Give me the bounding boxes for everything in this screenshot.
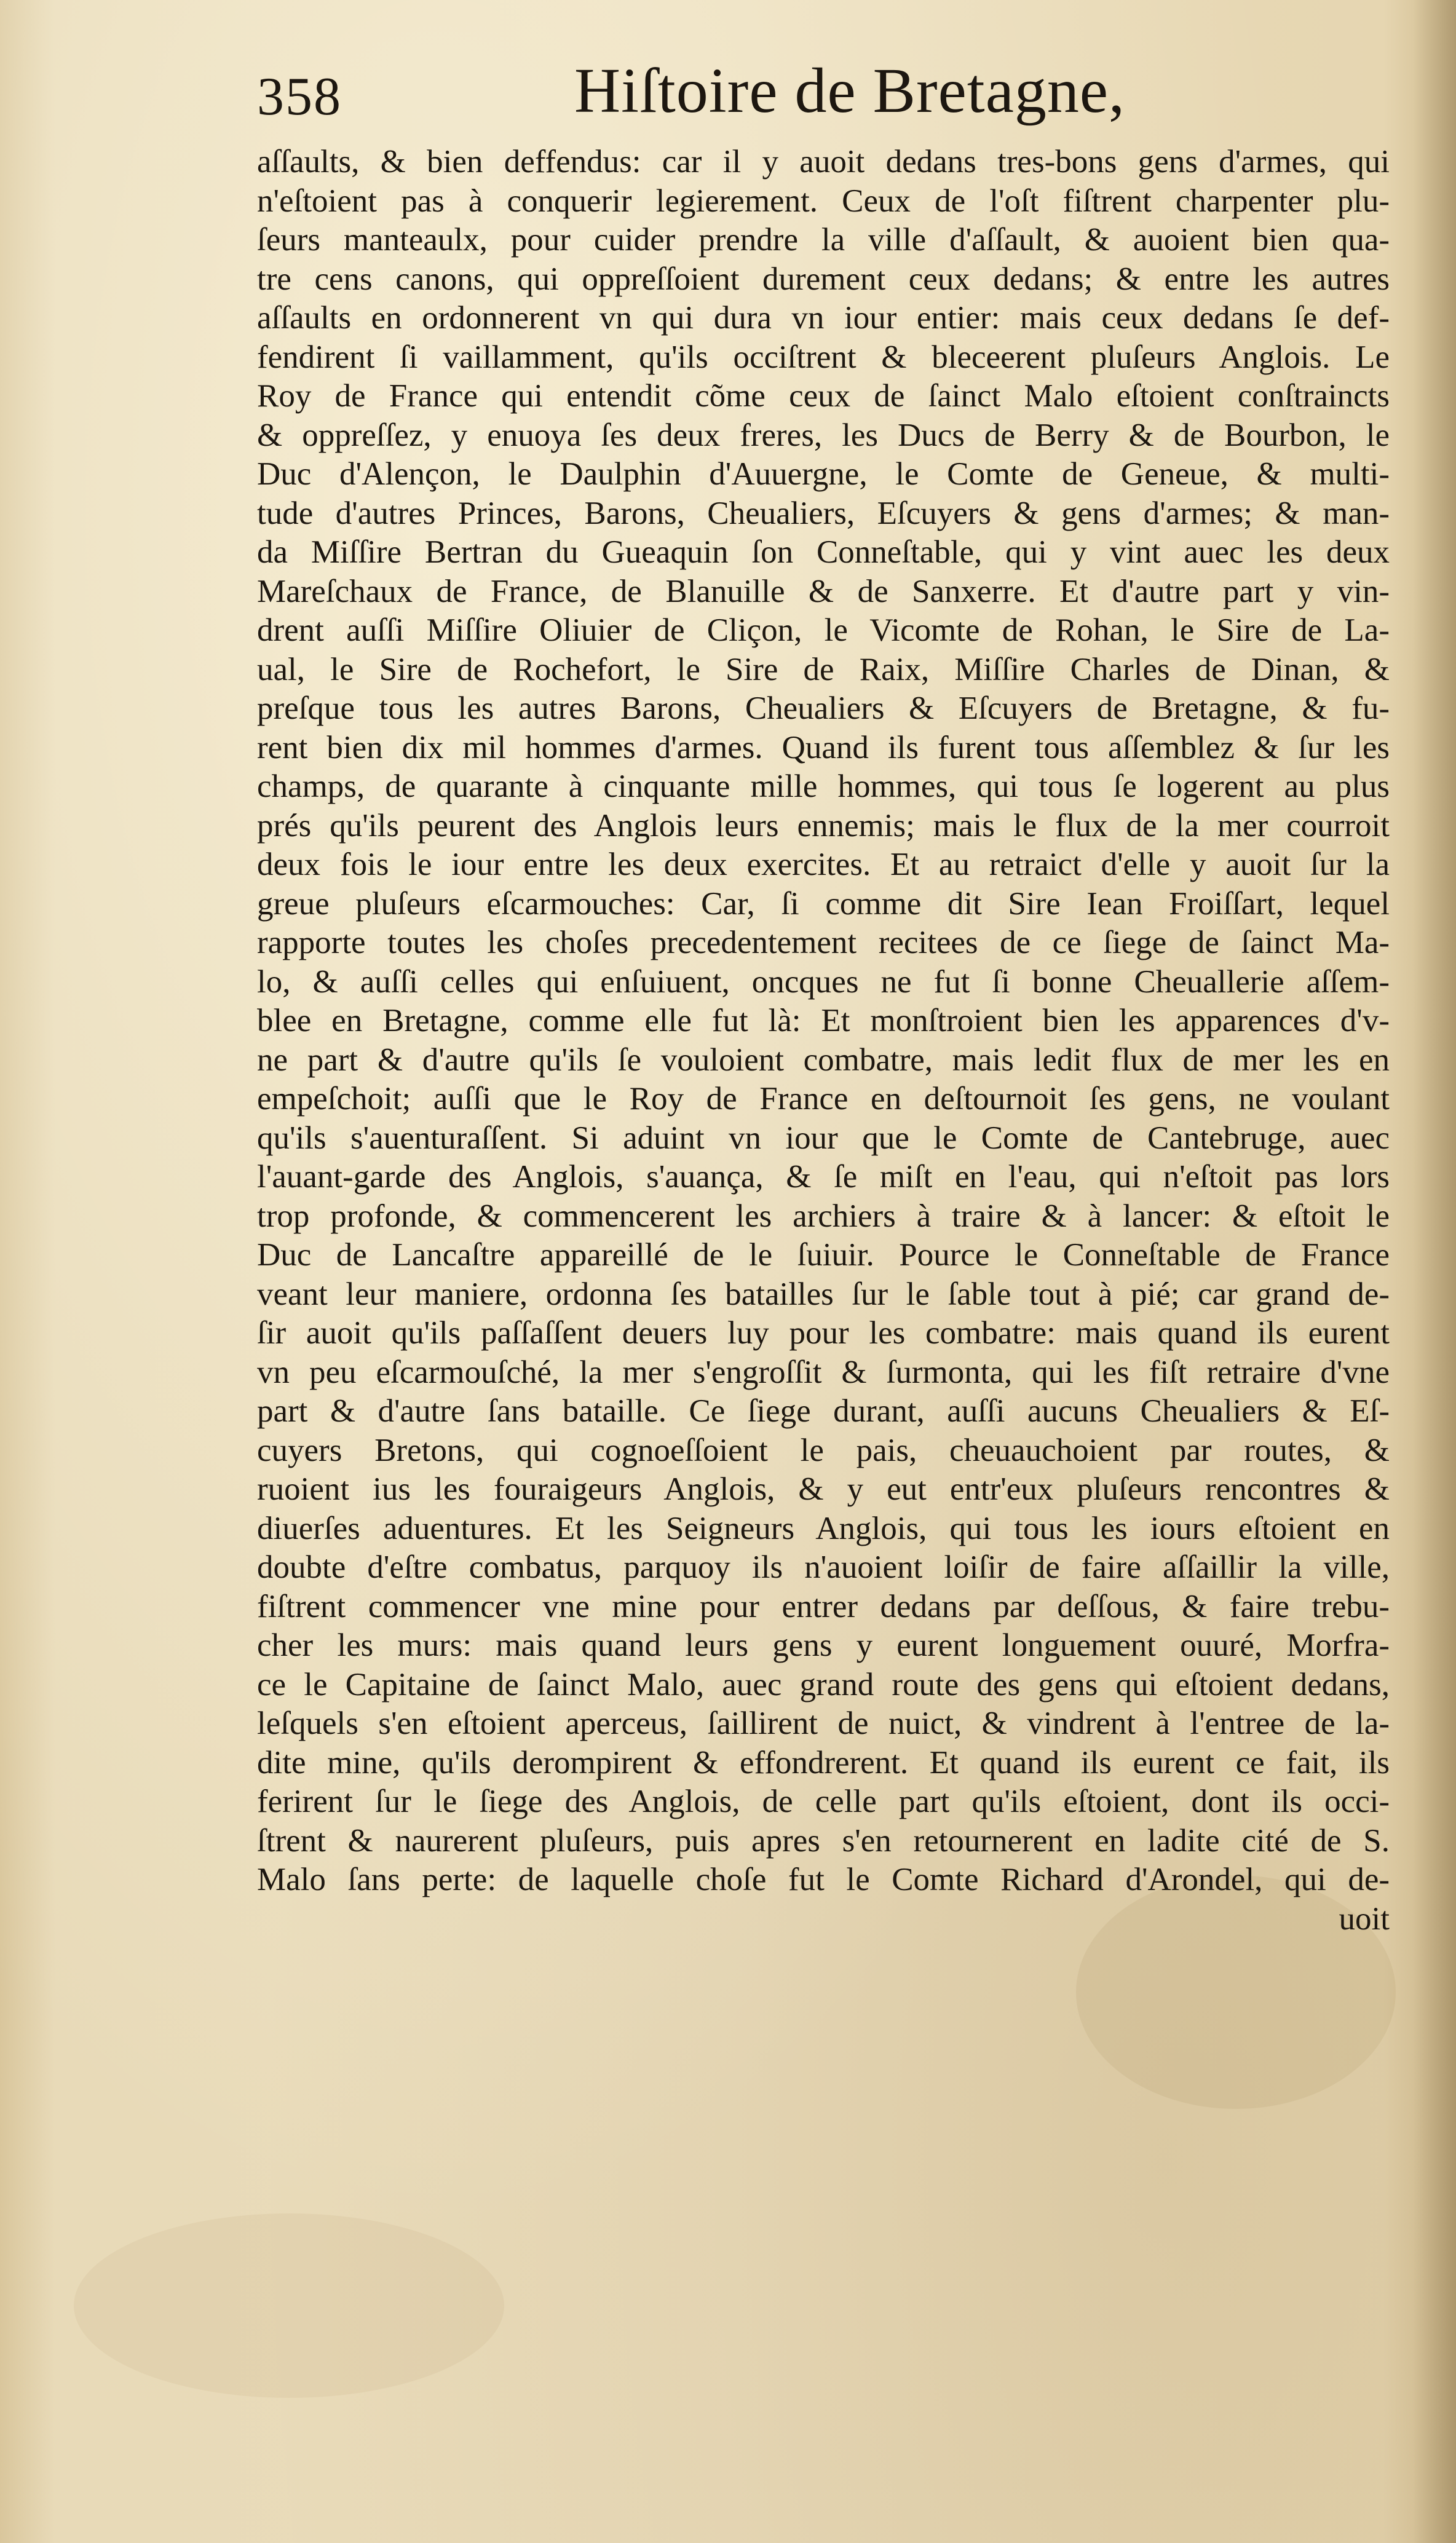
text-line: rapporte toutes les choſes precedentement recitees de ce ſiege de ſainct Ma- <box>257 925 1390 960</box>
text-line: & oppreſſez, y enuoya ſes deux freres, les Ducs de Berry & de Bourbon, le <box>257 417 1390 453</box>
text-line: Duc d'Alençon, le Daulphin d'Auuergne, le Comte de Geneue, & multi- <box>257 456 1390 492</box>
text-line: ſir auoit qu'ils paſſaſſent deuers luy pour les combatre: mais quand ils eurent <box>257 1315 1390 1351</box>
text-line: ual, le Sire de Rochefort, le Sire de Raix, Miſſire Charles de Dinan, & <box>257 651 1390 687</box>
text-line: fendirent ſi vaillamment, qu'ils occiſtrent & bleceerent pluſeurs Anglois. Le <box>257 339 1390 375</box>
text-line: cher les murs: mais quand leurs gens y eurent longuement ouuré, Morfra- <box>257 1627 1390 1663</box>
text-line: leſquels s'en eſtoient aperceus, ſaillirent de nuict, & vindrent à l'entree de la- <box>257 1706 1390 1741</box>
text-line: deux fois le iour entre les deux exercites. Et au retraict d'elle y auoit ſur la <box>257 847 1390 882</box>
text-line: preſque tous les autres Barons, Cheualiers & Eſcuyers de Bretagne, & fu- <box>257 690 1390 726</box>
text-line: ſeurs manteaulx, pour cuider prendre la ville d'aſſault, & auoient bien qua- <box>257 222 1390 258</box>
text-line: ce le Capitaine de ſainct Malo, auec grand route des gens qui eſtoient dedans, <box>257 1666 1390 1703</box>
text-line: doubte d'eſtre combatus, parquoy ils n'auoient loiſir de faire aſſaillir la ville, <box>257 1549 1390 1585</box>
text-line: ferirent ſur le ſiege des Anglois, de celle part qu'ils eſtoient, dont ils occi- <box>257 1784 1390 1819</box>
running-title: Hiſtoire de Bretagne, <box>574 55 1126 126</box>
text-line: blee en Bretagne, comme elle fut là: Et monſtroient bien les apparences d'v- <box>257 1003 1390 1038</box>
text-line: veant leur maniere, ordonna ſes batailles ſur le ſable tout à pié; car grand de- <box>257 1276 1390 1312</box>
text-line: part & d'autre ſans bataille. Ce ſiege durant, auſſi aucuns Cheualiers & Eſ- <box>257 1393 1390 1429</box>
text-line: vn peu eſcarmouſché, la mer s'engroſſit & ſurmonta, qui les fiſt retraire d'vne <box>257 1354 1390 1390</box>
text-line: Malo ſans perte: de laquelle choſe fut le Comte Richard d'Arondel, qui de- <box>257 1862 1390 1897</box>
text-line: empeſchoit; auſſi que le Roy de France en deſtournoit ſes gens, ne voulant <box>257 1081 1390 1117</box>
text-line: lo, & auſſi celles qui enſuiuent, oncques ne fut ſi bonne Cheuallerie aſſem- <box>257 963 1390 1000</box>
text-line: drent auſſi Miſſire Oliuier de Cliçon, le Vicomte de Rohan, le Sire de La- <box>257 612 1390 648</box>
text-line: rent bien dix mil hommes d'armes. Quand ils furent tous aſſemblez & ſur les <box>257 729 1390 765</box>
text-line: Mareſchaux de France, de Blanuille & de Sanxerre. Et d'autre part y vin- <box>257 573 1390 609</box>
text-line: diuerſes aduentures. Et les Seigneurs Anglois, qui tous les iours eſtoient en <box>257 1510 1390 1546</box>
text-line: da Miſſire Bertran du Gueaquin ſon Conneſtable, qui y vint auec les deux <box>257 534 1390 570</box>
text-line: prés qu'ils peurent des Anglois leurs ennemis; mais le flux de la mer courroit <box>257 807 1390 844</box>
page-header <box>257 57 1130 149</box>
text-line: aſſaults, & bien deffendus: car il y auoit dedans tres-bons gens d'armes, qui <box>257 144 1390 180</box>
text-line: l'auant-garde des Anglois, s'auança, & ſe miſt en l'eau, qui n'eſtoit pas lors <box>257 1159 1390 1195</box>
text-line: trop profonde, & commencerent les archiers à traire & à lancer: & eſtoit le <box>257 1198 1390 1234</box>
text-line: cuyers Bretons, qui cognoeſſoient le pais, cheuauchoient par routes, & <box>257 1432 1390 1468</box>
text-line: ſtrent & naurerent pluſeurs, puis apres s'en retournerent en ladite cité de S. <box>257 1822 1390 1859</box>
text-line: qu'ils s'auenturaſſent. Si aduint vn iour que le Comte de Cantebruge, auec <box>257 1120 1390 1156</box>
text-line: dite mine, qu'ils derompirent & effondrerent. Et quand ils eurent ce fait, ils <box>257 1744 1390 1781</box>
text-line: ruoient ius les fouraigeurs Anglois, & y eut entr'eux pluſeurs rencontres & <box>257 1471 1390 1507</box>
paper-stain <box>74 2213 504 2398</box>
text-line: tude d'autres Princes, Barons, Cheualiers, Eſcuyers & gens d'armes; & man- <box>257 495 1390 531</box>
text-line: ne part & d'autre qu'ils ſe vouloient combatre, mais ledit flux de mer les en <box>257 1042 1390 1078</box>
text-line: aſſaults en ordonnerent vn qui dura vn iour entier: mais ceux dedans ſe def- <box>257 300 1390 336</box>
page-edge-shadow <box>1413 0 1456 2543</box>
text-line: uoit <box>1339 1900 1390 1937</box>
text-line: champs, de quarante à cinquante mille hommes, qui tous ſe logerent au plus <box>257 769 1390 804</box>
text-line: tre cens canons, qui oppreſſoient durement ceux dedans; & entre les autres <box>257 261 1390 297</box>
body-text <box>257 143 1390 1939</box>
text-line: n'eſtoient pas à conquerir legierement. Ceux de l'oſt fiſtrent charpenter plu- <box>257 183 1390 219</box>
page-number: 358 <box>257 67 342 127</box>
text-line: Roy de France qui entendit cõme ceux de ſainct Malo eſtoient conſtraincts <box>257 378 1390 414</box>
text-line: fiſtrent commencer vne mine pour entrer dedans par deſſous, & faire trebu- <box>257 1588 1390 1624</box>
text-line: greue pluſeurs eſcarmouches: Car, ſi comme dit Sire Iean Froiſſart, lequel <box>257 885 1390 922</box>
text-line: Duc de Lancaſtre appareillé de le ſuiuir. Pource le Conneſtable de France <box>257 1237 1390 1273</box>
